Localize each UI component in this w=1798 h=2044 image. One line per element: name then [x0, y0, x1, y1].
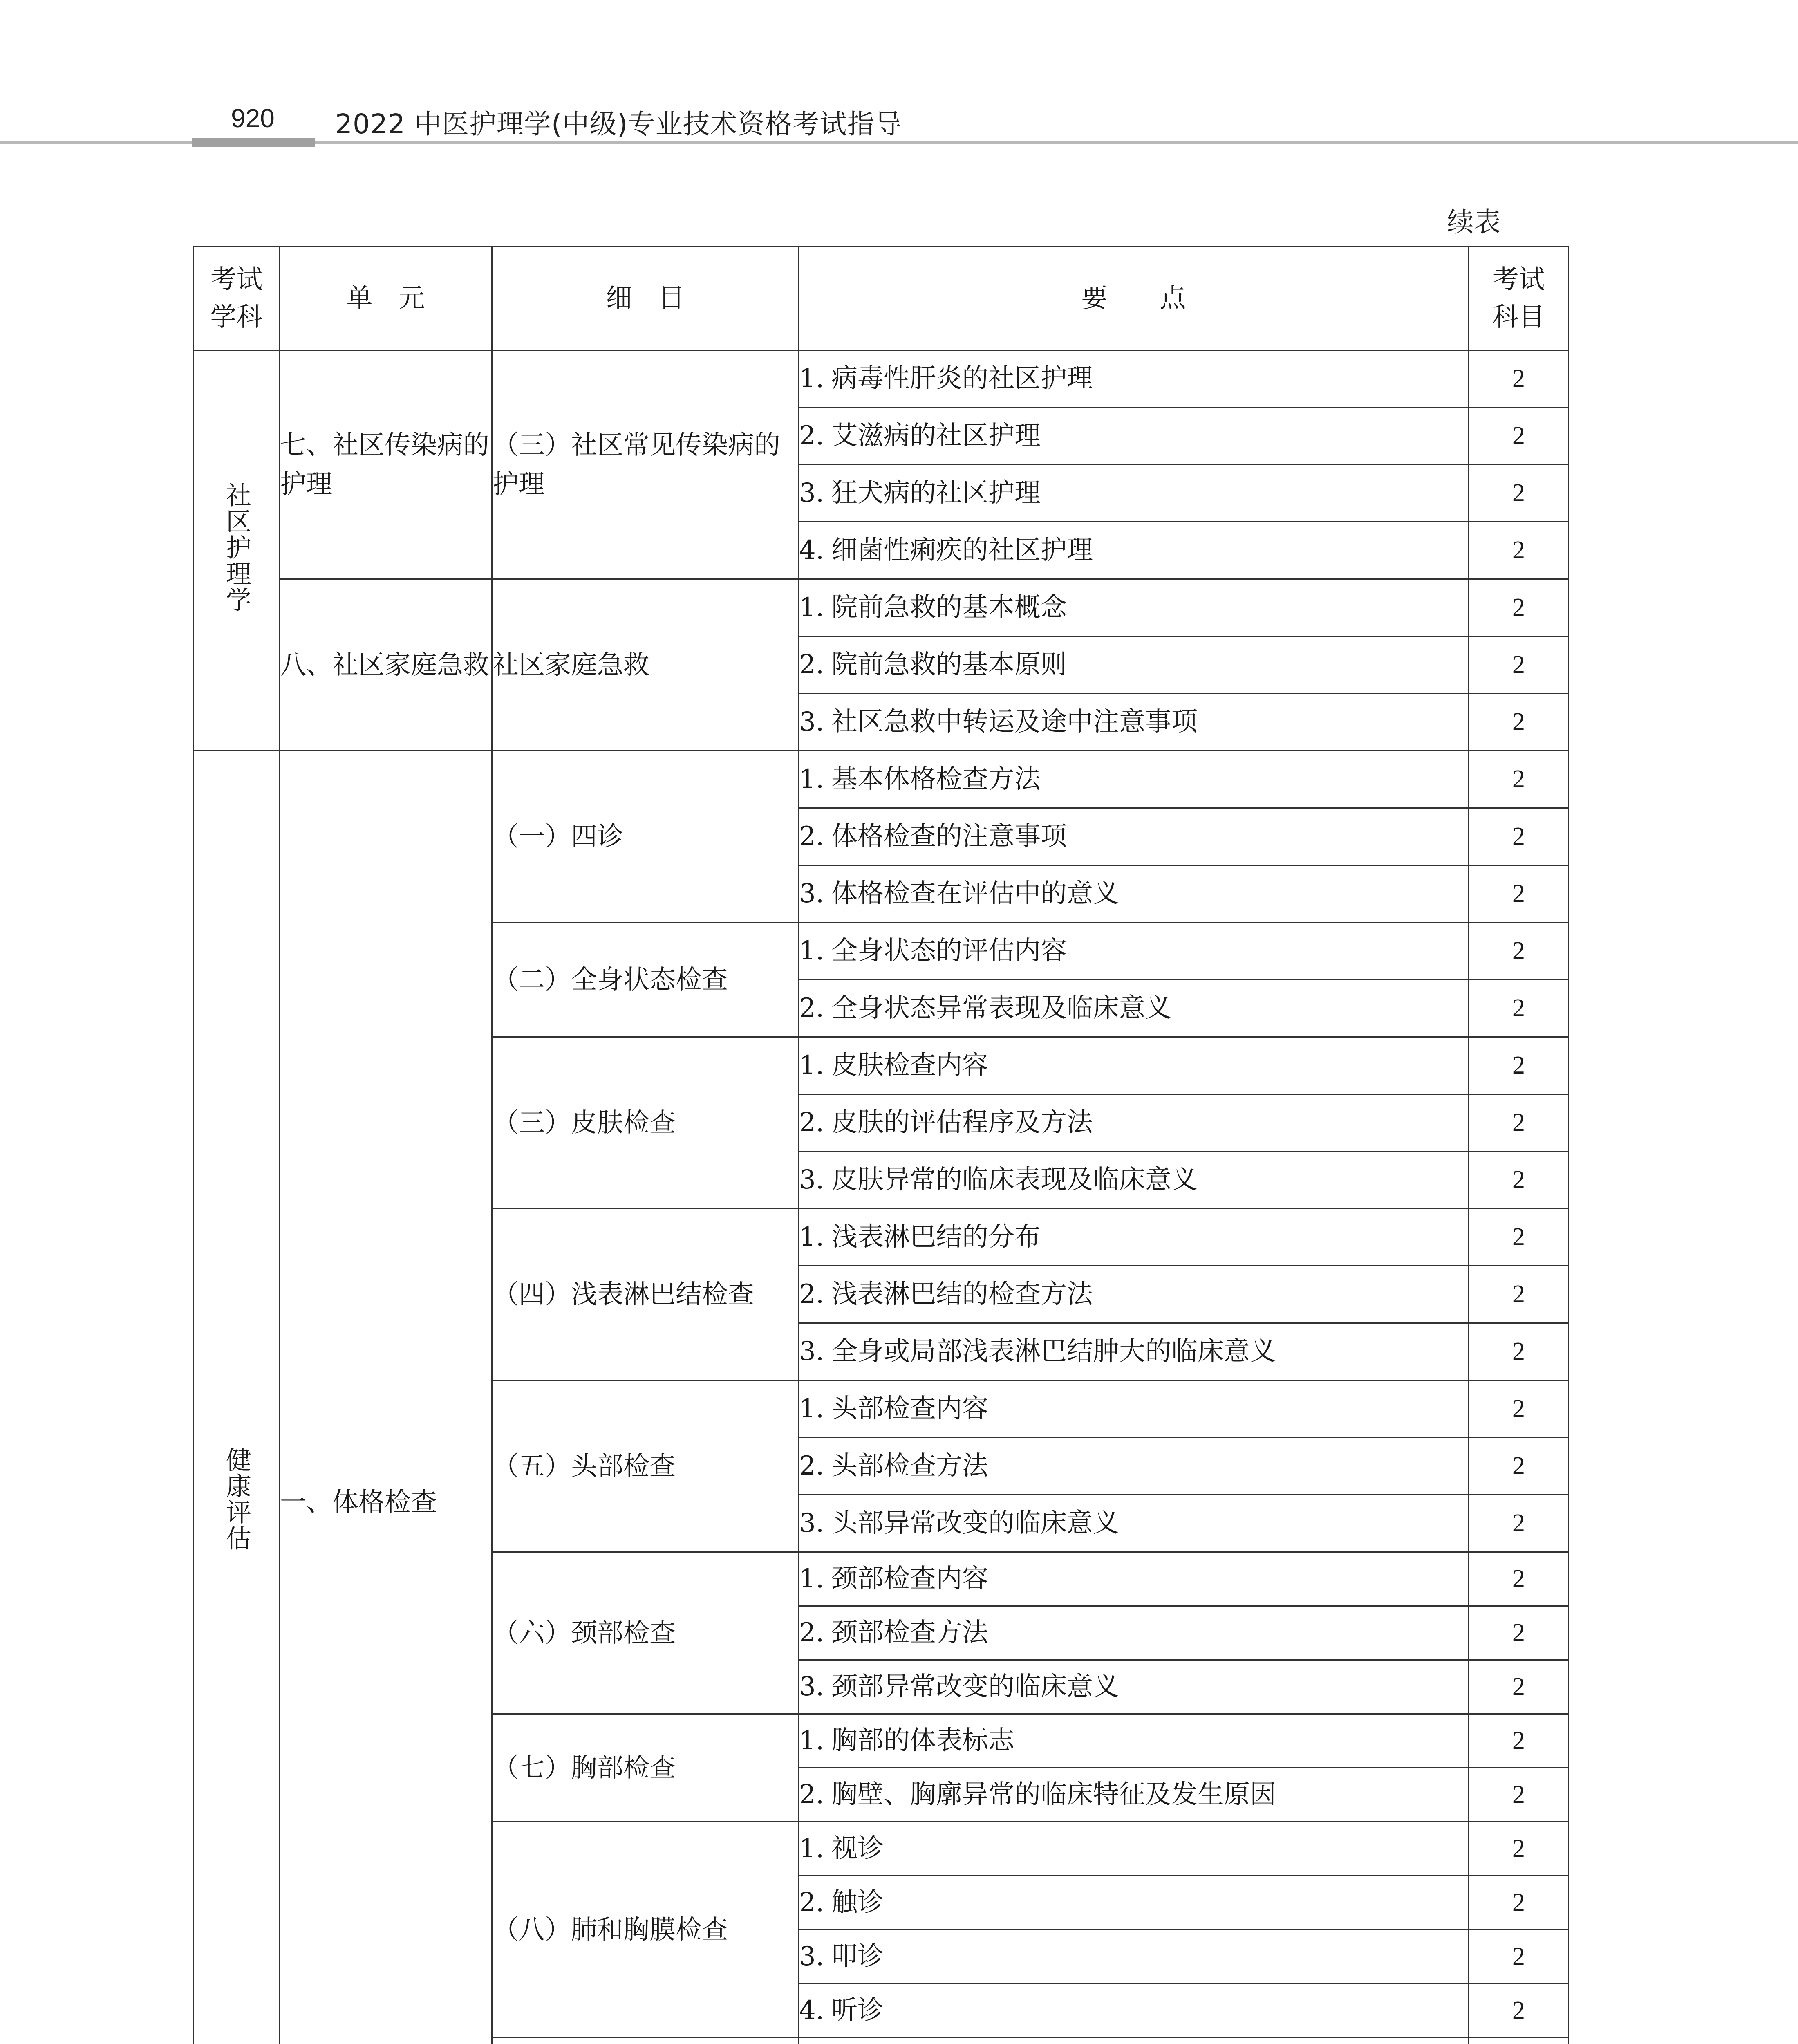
detail-cell: （二）全身状态检查 — [492, 923, 799, 1037]
score-cell: 2 — [1469, 1822, 1569, 1876]
score-cell: 2 — [1469, 751, 1569, 808]
header-subject — [194, 247, 280, 350]
point-text: 视诊 — [831, 1833, 884, 1864]
point-text: 头部检查内容 — [831, 1394, 989, 1424]
detail-cell: （六）颈部检查 — [492, 1552, 799, 1714]
syllabus-table — [193, 246, 1569, 2044]
point-number: 3. — [799, 1508, 824, 1539]
table-row — [194, 350, 1569, 408]
point-cell — [799, 1552, 1469, 1606]
point-text: 院前急救的基本概念 — [831, 592, 1067, 623]
point-number: 3. — [799, 707, 824, 737]
point-text: 胸部的体表标志 — [831, 1726, 1015, 1756]
point-number: 4. — [799, 535, 824, 566]
unit-cell: 一、体格检查 — [280, 751, 492, 2044]
detail-cell: （五）头部检查 — [492, 1381, 799, 1552]
point-number: 1. — [799, 764, 824, 795]
point-number: 2. — [799, 421, 824, 451]
score-cell: 2 — [1469, 980, 1569, 1037]
point-text: 皮肤检查内容 — [831, 1050, 989, 1081]
point-number: 1. — [799, 592, 824, 623]
page-number: 920 — [231, 103, 275, 133]
point-text: 全身状态异常表现及临床意义 — [831, 993, 1172, 1024]
point-cell — [799, 1930, 1469, 1984]
page-header — [0, 90, 1798, 151]
unit-cell: 七、社区传染病的护理 — [280, 350, 492, 579]
point-cell — [799, 1984, 1469, 2038]
score-cell: 2 — [1469, 1209, 1569, 1266]
subject-cell — [194, 751, 280, 2044]
score-cell: 2 — [1469, 579, 1569, 637]
point-number: 2. — [799, 1451, 824, 1481]
header-score — [1469, 247, 1569, 350]
score-cell: 2 — [1469, 1984, 1569, 2038]
point-number: 2. — [799, 821, 824, 852]
score-cell: 2 — [1469, 1037, 1569, 1094]
table-row — [194, 751, 1569, 808]
detail-cell: （七）胸部检查 — [492, 1714, 799, 1822]
detail-cell: （四）浅表淋巴结检查 — [492, 1209, 799, 1381]
point-cell — [799, 1768, 1469, 1822]
point-text: 院前急救的基本原则 — [831, 650, 1067, 680]
point-number: 3. — [799, 1165, 824, 1195]
point-cell — [799, 1381, 1469, 1438]
score-cell: 2 — [1469, 865, 1569, 923]
score-cell: 2 — [1469, 1606, 1569, 1660]
header-subject-label: 考试学科 — [210, 264, 263, 332]
score-cell: 2 — [1469, 465, 1569, 522]
score-cell: 2 — [1469, 694, 1569, 751]
score-cell: 2 — [1469, 350, 1569, 408]
point-cell — [799, 1266, 1469, 1323]
point-text: 胸壁、胸廓异常的临床特征及发生原因 — [831, 1780, 1276, 1810]
score-cell: 2 — [1469, 1152, 1569, 1209]
point-text: 全身状态的评估内容 — [831, 936, 1067, 966]
table-continued-note: 续表 — [1447, 206, 1501, 238]
point-text: 颈部异常改变的临床意义 — [831, 1672, 1120, 1702]
point-text: 体格检查的注意事项 — [831, 821, 1067, 852]
point-text: 社区急救中转运及途中注意事项 — [831, 707, 1198, 737]
point-text: 听诊 — [831, 1995, 884, 2026]
subject-label: 健康评估 — [222, 1446, 252, 1551]
point-cell — [799, 1714, 1469, 1768]
point-cell — [799, 1209, 1469, 1266]
detail-cell — [492, 2038, 799, 2044]
point-number: 1. — [799, 1833, 824, 1864]
subject-label: 社区护理学 — [222, 482, 252, 613]
point-cell — [799, 2038, 1469, 2044]
point-cell — [799, 1822, 1469, 1876]
point-text: 触诊 — [831, 1887, 884, 1918]
point-number: 2. — [799, 1780, 824, 1810]
point-cell — [799, 579, 1469, 637]
score-cell: 2 — [1469, 1381, 1569, 1438]
point-number: 1. — [799, 1394, 824, 1424]
point-cell — [799, 808, 1469, 865]
point-text: 头部异常改变的临床意义 — [831, 1508, 1120, 1539]
score-cell: 2 — [1469, 1094, 1569, 1152]
point-cell — [799, 1606, 1469, 1660]
point-number: 1. — [799, 1222, 824, 1253]
score-cell: 2 — [1469, 1876, 1569, 1930]
score-cell: 2 — [1469, 1552, 1569, 1606]
score-cell: 2 — [1469, 923, 1569, 980]
score-cell: 2 — [1469, 1266, 1569, 1323]
point-text: 艾滋病的社区护理 — [831, 421, 1041, 451]
point-number: 2. — [799, 650, 824, 680]
point-cell — [799, 865, 1469, 923]
point-cell — [799, 1660, 1469, 1714]
point-text: 皮肤的评估程序及方法 — [831, 1107, 1093, 1138]
point-cell — [799, 1438, 1469, 1495]
point-number: 4. — [799, 1995, 824, 2026]
point-cell — [799, 522, 1469, 579]
detail-cell: 社区家庭急救 — [492, 579, 799, 751]
point-text: 浅表淋巴结的分布 — [831, 1222, 1041, 1253]
point-cell — [799, 694, 1469, 751]
score-cell: 2 — [1469, 522, 1569, 579]
point-text: 颈部检查内容 — [831, 1564, 989, 1594]
unit-cell: 八、社区家庭急救 — [280, 579, 492, 751]
point-cell — [799, 637, 1469, 694]
point-text: 体格检查在评估中的意义 — [831, 879, 1120, 909]
score-cell: 2 — [1469, 1438, 1569, 1495]
detail-cell: （一）四诊 — [492, 751, 799, 923]
score-cell: 2 — [1469, 1930, 1569, 1984]
point-number: 2. — [799, 993, 824, 1024]
point-number: 1. — [799, 936, 824, 966]
point-number: 1. — [799, 1564, 824, 1594]
detail-cell: （八）肺和胸膜检查 — [492, 1822, 799, 2038]
detail-cell: （三）皮肤检查 — [492, 1037, 799, 1209]
point-text: 基本体格检查方法 — [831, 764, 1041, 795]
point-text: 狂犬病的社区护理 — [831, 478, 1041, 509]
point-cell — [799, 1876, 1469, 1930]
header-unit: 单 元 — [280, 247, 492, 350]
score-cell: 2 — [1469, 1714, 1569, 1768]
point-number: 3. — [799, 1941, 824, 1972]
point-number: 1. — [799, 1726, 824, 1756]
score-cell — [1469, 2038, 1569, 2044]
score-cell: 2 — [1469, 1323, 1569, 1381]
point-cell — [799, 923, 1469, 980]
score-cell: 2 — [1469, 1660, 1569, 1714]
point-text: 浅表淋巴结的检查方法 — [831, 1279, 1093, 1310]
point-number: 3. — [799, 478, 824, 509]
header-score-label: 考试科目 — [1492, 264, 1545, 332]
point-cell — [799, 980, 1469, 1037]
point-cell — [799, 751, 1469, 808]
point-cell — [799, 1094, 1469, 1152]
point-cell — [799, 1495, 1469, 1552]
point-text: 全身或局部浅表淋巴结肿大的临床意义 — [831, 1336, 1276, 1367]
point-cell — [799, 1037, 1469, 1094]
point-text: 头部检查方法 — [831, 1451, 989, 1481]
book-title: 2022 中医护理学(中级)专业技术资格考试指导 — [335, 108, 902, 140]
point-number: 3. — [799, 1336, 824, 1367]
header-point: 要 点 — [799, 247, 1469, 350]
score-cell: 2 — [1469, 1495, 1569, 1552]
table-header-row — [194, 247, 1569, 350]
point-cell — [799, 1323, 1469, 1381]
point-number: 2. — [799, 1107, 824, 1138]
score-cell: 2 — [1469, 637, 1569, 694]
score-cell: 2 — [1469, 1768, 1569, 1822]
point-number: 2. — [799, 1887, 824, 1918]
point-number: 2. — [799, 1279, 824, 1310]
point-number: 1. — [799, 1050, 824, 1081]
point-cell — [799, 408, 1469, 465]
point-text: 颈部检查方法 — [831, 1618, 989, 1648]
detail-cell: （三）社区常见传染病的护理 — [492, 350, 799, 579]
point-cell — [799, 350, 1469, 408]
point-number: 3. — [799, 1672, 824, 1702]
header-detail: 细 目 — [492, 247, 799, 350]
point-number: 3. — [799, 879, 824, 909]
table-row — [194, 579, 1569, 637]
point-number: 1. — [799, 363, 824, 394]
point-number: 2. — [799, 1618, 824, 1648]
score-cell: 2 — [1469, 808, 1569, 865]
point-text: 细菌性痢疾的社区护理 — [831, 535, 1093, 566]
header-rule-accent — [192, 138, 315, 147]
score-cell: 2 — [1469, 408, 1569, 465]
table-body — [194, 350, 1569, 2044]
point-cell — [799, 1152, 1469, 1209]
point-text: 叩诊 — [831, 1941, 884, 1972]
point-cell — [799, 465, 1469, 522]
subject-cell — [194, 350, 280, 751]
point-text: 皮肤异常的临床表现及临床意义 — [831, 1165, 1198, 1195]
point-text: 病毒性肝炎的社区护理 — [831, 363, 1093, 394]
